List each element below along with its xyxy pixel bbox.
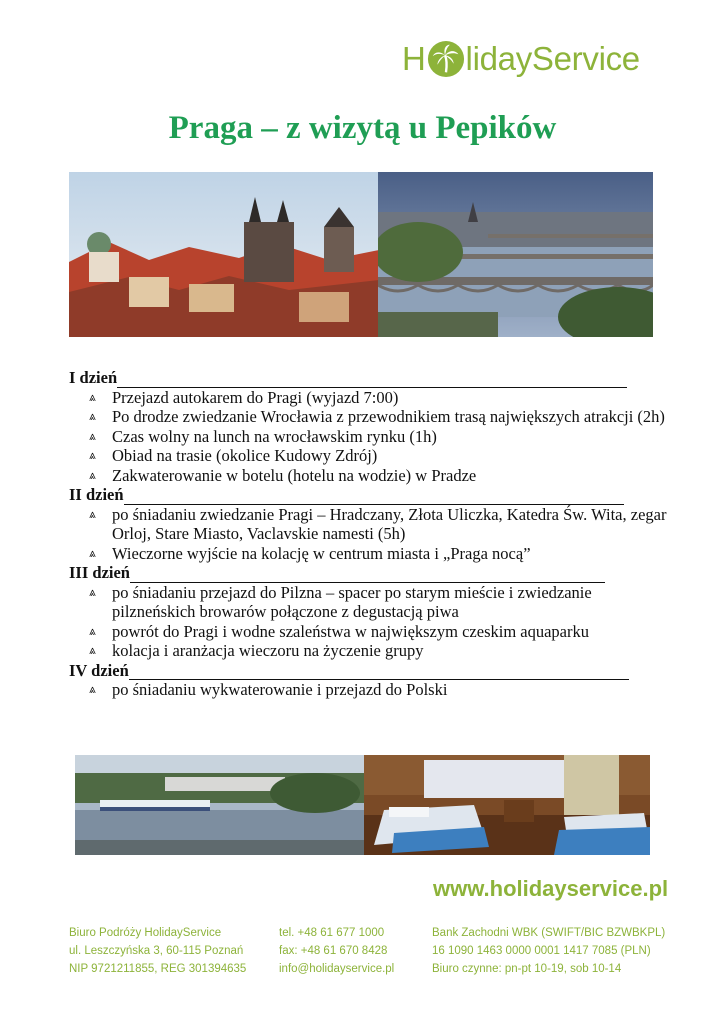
day-heading-label: IV dzień <box>69 660 129 680</box>
logo-letter-h: H <box>402 40 426 77</box>
day-heading-label: II dzień <box>69 485 124 504</box>
bullet-icon: ⩓ <box>89 584 96 599</box>
heading-underline <box>129 664 629 680</box>
footer-line: fax: +48 61 670 8428 <box>279 945 388 957</box>
list-item <box>69 622 669 642</box>
bullet-icon: ⩓ <box>89 643 96 657</box>
prague-bridges-photo <box>378 172 653 337</box>
day-heading <box>69 368 669 388</box>
list-item <box>69 544 669 564</box>
bullet-icon: ⩓ <box>89 448 96 462</box>
day-heading-label: III dzień <box>69 563 130 582</box>
bullet-icon: ⩓ <box>89 428 96 443</box>
list-item <box>69 680 669 700</box>
list-item <box>69 446 669 466</box>
list-item <box>69 388 669 408</box>
list-item <box>69 427 669 447</box>
footer-address <box>69 924 246 978</box>
day-section <box>69 563 669 661</box>
list-item-text: Czas wolny na lunch na wrocławskim rynku (1h) <box>112 426 437 446</box>
day-heading <box>69 563 669 583</box>
bullet-icon: ⩓ <box>89 545 96 560</box>
list-item-text: Zakwaterowanie w botelu (hotelu na wodzie) w Pradze <box>112 465 477 485</box>
footer-contact <box>279 924 394 978</box>
list-item <box>69 641 669 661</box>
botel-river-photo <box>75 755 364 855</box>
bullet-icon: ⩓ <box>89 389 96 404</box>
list-item-text: Obiad na trasie (okolice Kudowy Zdrój) <box>112 446 378 465</box>
day-heading <box>69 485 669 505</box>
list-item-text: Wieczorne wyjście na kolację w centrum miasta i „Praga nocą” <box>112 543 531 563</box>
heading-underline <box>130 567 605 583</box>
page-title: Praga – z wizytą u Pepików <box>168 110 557 146</box>
day-section <box>69 485 669 563</box>
bullet-icon: ⩓ <box>89 409 96 423</box>
day-section <box>69 661 669 700</box>
footer-line: tel. +48 61 677 1000 <box>279 927 385 939</box>
footer-line: Bank Zachodni WBK (SWIFT/BIC BZWBKPL) <box>432 927 666 939</box>
bullet-icon: ⩓ <box>89 506 96 521</box>
logo-text: lidayService <box>465 40 640 77</box>
footer-line: ul. Leszczyńska 3, 60-115 Poznań <box>69 945 244 957</box>
list-item <box>69 466 669 486</box>
holidayservice-logo <box>402 36 640 82</box>
list-item <box>69 583 669 622</box>
prague-old-town-photo <box>69 172 379 337</box>
footer-line: Biuro Podróży HolidayService <box>69 927 222 939</box>
day-heading-label: I dzień <box>69 368 118 387</box>
day-section <box>69 368 669 485</box>
palm-tree-icon <box>427 40 465 78</box>
list-item <box>69 505 669 544</box>
footer-line: Biuro czynne: pn-pt 10-19, sob 10-14 <box>432 963 622 975</box>
list-item-text: Przejazd autokarem do Pragi (wyjazd 7:00) <box>112 387 399 407</box>
bullet-icon: ⩓ <box>89 467 96 482</box>
day-heading <box>69 661 669 681</box>
list-item-text: kolacja i aranżacja wieczoru na życzenie grupy <box>112 641 424 660</box>
bullet-icon: ⩓ <box>89 682 96 696</box>
itinerary <box>69 368 669 700</box>
footer-line: NIP 9721211855, REG 301394635 <box>69 963 247 975</box>
list-item-text: Po drodze zwiedzanie Wrocławia z przewodnikiem trasą największych atrakcji (2h) <box>112 407 665 426</box>
list-item-text: po śniadaniu przejazd do Pilzna – spacer po starym mieście i zwiedzanie pilzneńskich browarów połączone z degustacją piwa <box>112 582 592 621</box>
footer-bank <box>432 924 665 978</box>
list-item-text: po śniadaniu wykwaterowanie i przejazd do Polski <box>112 680 448 699</box>
footer-email-link[interactable]: info@holidayservice.pl <box>279 963 395 975</box>
heading-underline <box>124 489 624 505</box>
heading-underline <box>117 372 627 388</box>
cabin-room-photo <box>364 755 650 855</box>
footer-line: 16 1090 1463 0000 0001 1417 7085 (PLN) <box>432 945 651 957</box>
website-link[interactable]: www.holidayservice.pl <box>433 876 669 901</box>
list-item-text: po śniadaniu zwiedzanie Pragi – Hradczany, Złota Uliczka, Katedra Św. Wita, zegar Orloj, Stare Miasto, Vaclavskie namesti (5h) <box>112 504 667 543</box>
bullet-icon: ⩓ <box>89 623 96 638</box>
list-item <box>69 407 669 427</box>
list-item-text: powrót do Pragi i wodne szaleństwa w największym czeskim aquaparku <box>112 621 589 641</box>
